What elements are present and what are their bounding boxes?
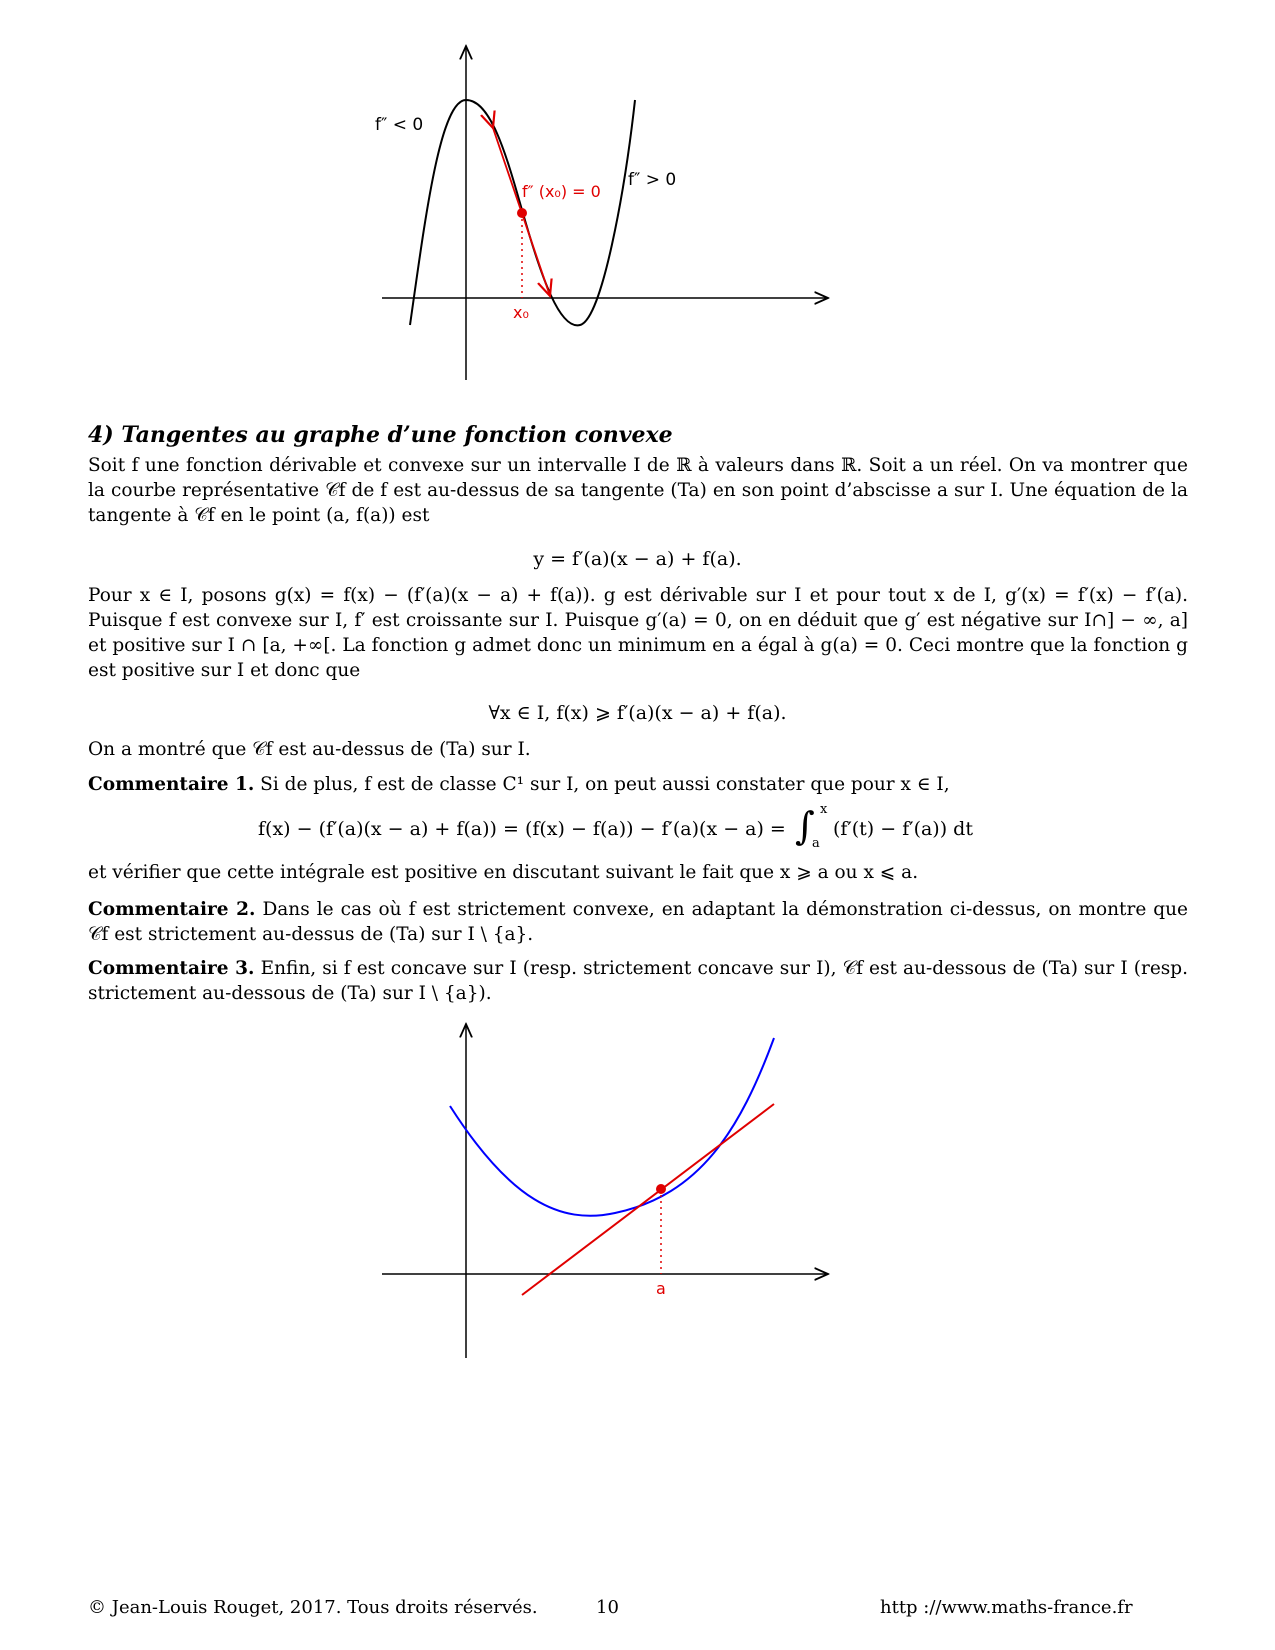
label-concave: f″ < 0 — [375, 115, 424, 135]
label-convex: f″ > 0 — [628, 170, 677, 190]
inequality-equation: ∀x ∈ I, f(x) ⩾ f′(a)(x − a) + f(a). — [488, 702, 787, 724]
paragraph-proof: Pour x ∈ I, posons g(x) = f(x) − (f′(a)(x − a) + f(a)). g est dérivable sur I et pour tout x de I, g′(x) = f′(x) − f′(a). Puisque f est convexe sur I, f′ est croissante sur I. Puisque g′(a) = 0, on en déduit que g′ est négative sur I∩] − ∞, a] et positive sur I ∩ [a, +∞[. La fonction g admet donc un minimum en a égal à g(a) = 0. Ceci montre que la fonction g est positive sur I et donc que — [88, 585, 1188, 681]
comment-3-text: Enfin, si f est concave sur I (resp. strictement concave sur I), 𝒞f est au-dessous de (Ta) sur I (resp. strictement au-dessous de (Ta) sur I \ {a}). — [88, 958, 1189, 1004]
integral-sign: ∫ — [795, 804, 815, 848]
footer-copyright: © Jean-Louis Rouget, 2017. Tous droits réservés. — [88, 1597, 538, 1618]
integrand: (f′(t) − f′(a)) dt — [833, 818, 973, 840]
paragraph-intro: Soit f une fonction dérivable et convexe sur un intervalle I de ℝ à valeurs dans ℝ. Soit a un réel. On va montrer que la courbe représentative 𝒞f de f est au-dessus de sa tangente (Ta) en son point d’abscisse a sur I. Une équation de la tangente à 𝒞f en le point (a, f(a)) est — [88, 455, 1188, 526]
comment-1-after: et vérifier que cette intégrale est positive en discutant suivant le fait que x ⩾ a ou x ⩽ a. — [88, 862, 919, 883]
integral-equation — [258, 802, 1018, 852]
integral-upper-bound: x — [820, 802, 828, 817]
footer-url[interactable]: http ://www.maths-france.fr — [880, 1597, 1133, 1618]
label-a: a — [656, 1279, 666, 1298]
convex-curve — [450, 1038, 774, 1216]
footer-page-number: 10 — [596, 1597, 619, 1618]
tangent-equation: y = f′(a)(x − a) + f(a). — [533, 548, 742, 570]
comment-2-text: Dans le cas où f est strictement convexe, en adaptant la démonstration ci-dessus, on montre que 𝒞f est strictement au-dessus de (Ta) sur I \ {a}. — [88, 899, 1188, 945]
comment-3-label: Commentaire 3. — [88, 958, 255, 979]
comment-2-label: Commentaire 2. — [88, 899, 256, 920]
label-x0: x₀ — [513, 303, 529, 322]
comment-2 — [88, 897, 1188, 947]
paragraph-conclusion: On a montré que 𝒞f est au-dessus de (Ta) sur I. — [88, 739, 531, 760]
label-inflection: f″ (x₀) = 0 — [522, 182, 601, 201]
integral-lower-bound: a — [812, 836, 820, 851]
comment-1 — [88, 772, 1188, 797]
comment-1-text: Si de plus, f est de classe C¹ sur I, on peut aussi constater que pour x ∈ I, — [260, 774, 950, 795]
tangent-line — [522, 1104, 774, 1295]
comment-1-label: Commentaire 1. — [88, 774, 255, 795]
convex-tangent-figure — [370, 1020, 840, 1365]
comment-3 — [88, 956, 1188, 1006]
integral-left-side: f(x) − (f′(a)(x − a) + f(a)) = (f(x) − f(a)) − f′(a)(x − a) = — [258, 818, 786, 840]
inflection-figure — [370, 40, 840, 390]
section-title: 4) Tangentes au graphe d’une fonction convexe — [88, 422, 673, 448]
